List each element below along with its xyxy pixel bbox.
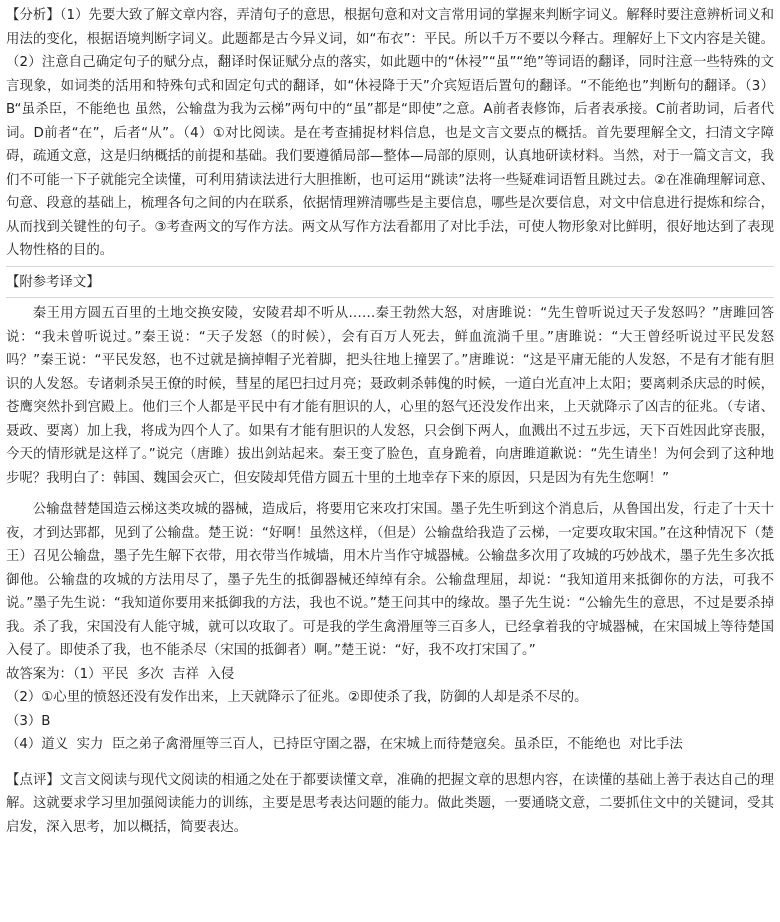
answer-line-2: （2）①心里的愤怒还没有发作出来，上天就降示了征兆。②即使杀了我，防御的人却是杀不尽的。 [6,690,588,705]
analysis-label: 【分析】 [6,8,60,23]
translation-paragraph-1: 秦王用方圆五百里的土地交换安陵，安陵君却不听从……秦王勃然大怒，对唐雎说：“先生曾听说过天子发怒吗？”唐雎回答说：“我未曾听说过。”秦王说：“天子发怒（的时候），会有百万人死去，鲜血流淌千里。”唐雎说：“大王曾经听说过平民发怒吗？”秦王说：“平民发怒，也不过就是摘掉帽子光着脚，把头往地上撞罢了。”唐雎说：“这是平庸无能的人发怒，不是有才能有胆识的人发怒。专诸刺杀吴王僚的时候，彗星的尾巴扫过月亮；聂政刺杀韩傀的时候，一道白光直冲上太阳；要离刺杀庆忌的时候，苍鹰突然扑到宫殿上。他们三个人都是平民中有才能有胆识的人，心里的怒气还没发作出来，上天就降示了凶吉的征兆。（专诸、聂政、要离）加上我，将成为四个人了。如果有才能有胆识的人发怒，只会倒下两人，血溅出不过五步远，天下百姓因此穿丧服，今天的情形就是这样了。”说完（唐雎）拔出剑站起来。秦王变了脸色，直身跪着，向唐雎道歉说：“先生请坐！为何会到了这种地步呢？我明白了：韩国、魏国会灭亡，但安陵却凭借方圆五十里的土地幸存下来的原因，只是因为有先生您啊！” [6,306,774,486]
comment-section [6,769,774,840]
translation-paragraph-2: 公输盘替楚国造云梯这类攻城的器械，造成后，将要用它来攻打宋国。墨子先生听到这个消息后，从鲁国出发，行走了十天十夜，才到达郢都，见到了公输盘。楚王说：“好啊！虽然这样，（但是）公输盘给我造了云梯，一定要攻取宋国。”在这种情况下（楚王）召见公输盘，墨子先生解下衣带，用衣带当作城墙，用木片当作守城器械。公输盘多次用了攻城的巧妙战术，墨子先生多次抵御他。公输盘的攻城的方法用尽了，墨子先生的抵御器械还绰绰有余。公输盘理屈，却说：“我知道用来抵御你的方法，可我不说。”墨子先生说：“我知道你要用来抵御我的方法，我也不说。”楚王问其中的缘故。墨子先生说：“公输先生的意思，不过是要杀掉我。杀了我，宋国没有人能守城，就可以攻取了。可是我的学生禽滑厘等三百多人，已经拿着我的守城器械，在宋国城上等待楚国入侵了。即使杀了我，也不能杀尽（宋国的抵御者）啊。”楚王说：“好，我不攻打宋国了。” [6,502,774,658]
divider [6,266,774,267]
answer-line-1: 故答案为：（1）平民 多次 吉祥 入侵 [6,666,235,682]
answer-line-3: （3）B [6,713,51,729]
divider [6,297,774,298]
answer-line-4: （4）道义 实力 臣之弟子禽滑厘等三百人，已持臣守圉之器，在宋城上而待楚寇矣。虽杀臣，不能绝也 对比手法 [6,737,683,752]
analysis-section [6,4,774,263]
comment-label: 【点评】 [6,772,60,788]
comment-text: 文言文阅读与现代文阅读的相通之处在于都要读懂文章，准确的把握文章的思想内容，在读懂的基础上善于表达自己的理解。这就要求学习里加强阅读能力的训练，主要是思考表达问题的能力。做此类题，一要通晓文意，二要抓住文中的关键词，受其启发，深入思考，加以概括，简要表达。 [6,772,775,835]
analysis-text: （1）先要大致了解文章内容，弄清句子的意思，根据句意和对文言常用词的掌握来判断字词义。解释时要注意辨析词义和用法的变化，根据语境判断字词义。此题都是古今异义词，如“布衣”：平民。所以千万不要以今释古。理解好上下文内容是关键。（2）注意自己确定句子的赋分点，翻译时保证赋分点的落实，如此题中的“休祲”“虽”“绝”等词语的翻译，同时注意一些特殊的文言现象，如词类的活用和特殊句式和固定句式的翻译，如“休祲降于天”介宾短语后置句的翻译。“不能绝也”判断句的翻译。（3）B“虽杀臣，不能绝也 虽然，公输盘为我为云梯”两句中的“虽”都是“即使”之意。A前者表修饰，后者表承接。C前者助词，后者代词。D前者“在”，后者“从”。（4）①对比阅读。是在考查捕捉材料信息，也是文言文要点的概括。首先要理解全文，扫清文字障碍，疏通文意，这是归纳概括的前提和基础。我们要遵循局部—整体—局部的原则，认真地研读材料。当然，对于一篇文言文，我们不可能一下子就能完全读懂，可利用猜读法进行大胆推断，也可运用“跳读”法将一些疑难词语暂且跳过去。②在准确理解词意、句意、段意的基础上，梳理各句之间的内在联系，依据情理辨清哪些是主要信息，哪些是次要信息，对文中信息进行提炼和综合，从而找到关键性的句子。③考查两文的写作方法。两文从写作方法看都用了对比手法，可使人物形象对比鲜明，很好地达到了表现人物性格的目的。 [6,8,775,258]
translation-heading: 【附参考译文】 [6,274,100,290]
